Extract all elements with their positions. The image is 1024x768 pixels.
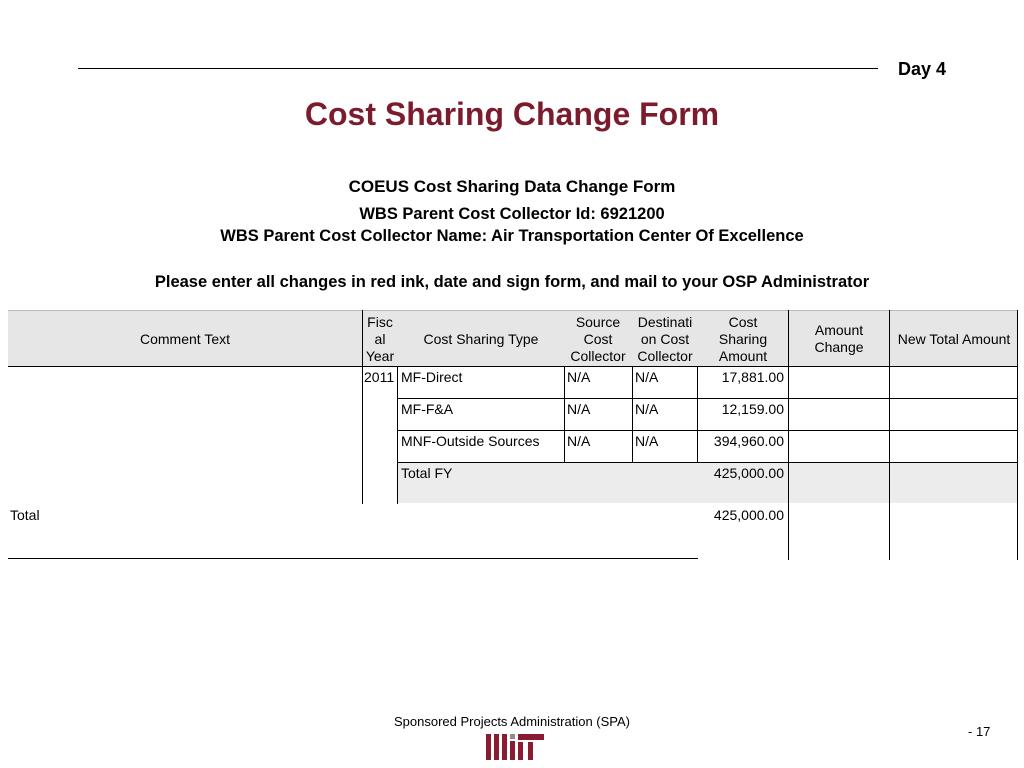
- grid-line: [788, 310, 789, 560]
- table-header: [8, 310, 1018, 367]
- instruction-line: Please enter all changes in red ink, date and sign form, and mail to your OSP Administrator: [154, 273, 870, 291]
- grid-line: [8, 558, 698, 559]
- cost-sharing-table: [8, 310, 1018, 562]
- row-amount: 17,881.00: [721, 369, 784, 385]
- row-type: MNF-Outside Sources: [401, 433, 540, 449]
- fiscal-year-value: 2011: [364, 369, 395, 385]
- total-fy-label: Total FY: [401, 465, 453, 481]
- grid-line: [397, 366, 398, 504]
- total-label: Total: [10, 507, 40, 523]
- col-source-cost-collector: Source Cost Collector: [570, 313, 626, 364]
- row-source: N/A: [567, 369, 591, 385]
- grid-line: [362, 310, 363, 504]
- row-amount: 12,159.00: [721, 401, 784, 417]
- grid-line: [632, 366, 633, 463]
- col-destination-cost-collector: Destinati on Cost Collector: [637, 313, 693, 364]
- grid-line: [564, 366, 565, 463]
- header-rule: [78, 68, 878, 69]
- mit-logo-icon: [486, 734, 546, 760]
- row-type: MF-Direct: [401, 369, 463, 385]
- grid-line: [8, 366, 1018, 367]
- form-heading: COEUS Cost Sharing Data Change Form: [348, 177, 676, 196]
- row-dest: N/A: [635, 433, 659, 449]
- row-dest: N/A: [635, 401, 659, 417]
- page-number: - 17: [968, 724, 991, 739]
- row-source: N/A: [567, 433, 591, 449]
- col-new-total-amount: New Total Amount: [897, 330, 1011, 347]
- footer-text: Sponsored Projects Administration (SPA): [393, 714, 631, 729]
- row-source: N/A: [567, 401, 591, 417]
- total-amount: 425,000.00: [713, 507, 784, 523]
- total-fy-amount: 425,000.00: [713, 465, 784, 481]
- grid-line: [1017, 310, 1018, 560]
- col-comment-text: Comment Text: [140, 330, 230, 347]
- row-dest: N/A: [635, 369, 659, 385]
- col-cost-sharing-type: Cost Sharing Type: [423, 330, 539, 347]
- total-fy-band-right: [789, 463, 1018, 503]
- grid-line: [889, 310, 890, 560]
- slide-title: Cost Sharing Change Form: [304, 96, 720, 132]
- row-type: MF-F&A: [401, 401, 454, 417]
- row-amount: 394,960.00: [713, 433, 784, 449]
- col-fiscal-year: Fisc al Year: [365, 313, 395, 364]
- day-label: Day 4: [898, 59, 947, 79]
- col-amount-change: Amount Change: [814, 322, 864, 355]
- col-cost-sharing-amount: Cost Sharing Amount: [718, 313, 768, 364]
- parent-id-line: WBS Parent Cost Collector Id: 6921200: [359, 205, 665, 223]
- parent-name-line: WBS Parent Cost Collector Name: Air Transportation Center Of Excellence: [220, 227, 804, 245]
